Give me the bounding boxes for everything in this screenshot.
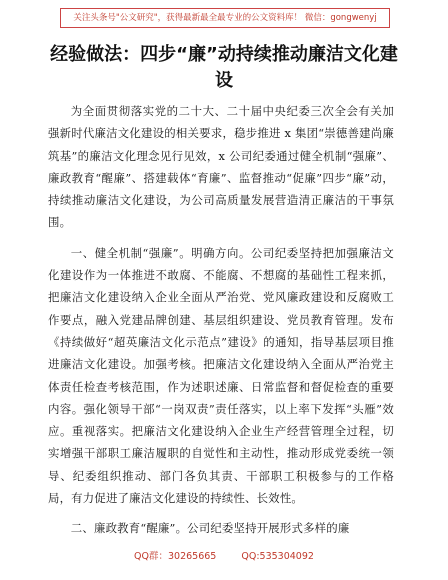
footer-contact: [0, 548, 448, 562]
paragraph-intro: 为全面贯彻落实党的二十大、二十届中央纪委三次全会有关加强新时代廉洁文化建设的相关要求，稳步推进 x 集团“崇德善建尚廉筑基”的廉洁文化理念见行见效，x 公司纪委通过健全机制“强廉”、廉政教育“醒廉”、搭建载体“育廉”、监督推动“促廉”四步“廉”动，持续推动廉洁文化建设，为公司高质量发展营造清正廉洁的干事氛围。: [48, 104, 394, 230]
document-title: 经验做法：四步“廉”动持续推动廉洁文化建设: [50, 44, 398, 91]
footer-qq-group: QQ群：30265665: [134, 551, 217, 562]
footer-qq: QQ:535304092: [241, 551, 314, 562]
header-banner: 关注头条号"公文研究"，获得最新最全最专业的公文资料库！ 微信：gongwenyj: [60, 8, 390, 28]
document-body: [48, 100, 394, 540]
paragraph-section-1: 一、健全机制“强廉”。明确方向。公司纪委坚持把加强廉洁文化建设作为一体推进不敢腐、不能腐、不想腐的基础性工程来抓，把廉洁文化建设纳入企业全面从严治党、党风廉政建设和反腐败工作要点，融入党建品牌创建、基层组织建设、党员教育管理。发布《持续做好“超英廉洁文化示范点”建设》的通知，指导基层项目推进廉洁文化建设。加强考核。把廉洁文化建设纳入全面从严治党主体责任检查考核范围，作为述职述廉、日常监督和督促检查的重要内容。强化领导干部“一岗双责”责任落实，以上率下发挥“头雁”效应。重视落实。把廉洁文化建设纳入企业生产经营管理全过程，切实增强干部职工廉洁履职的自觉性和主动性，推动形成党委统一领导、纪委组织推动、部门各负其责、干部职工积极参与的工作格局，有力促进了廉洁文化建设的持续性、长效性。: [48, 245, 394, 506]
paragraph-section-2: 二、廉政教育“醒廉”。公司纪委坚持开展形式多样的廉: [70, 521, 350, 536]
